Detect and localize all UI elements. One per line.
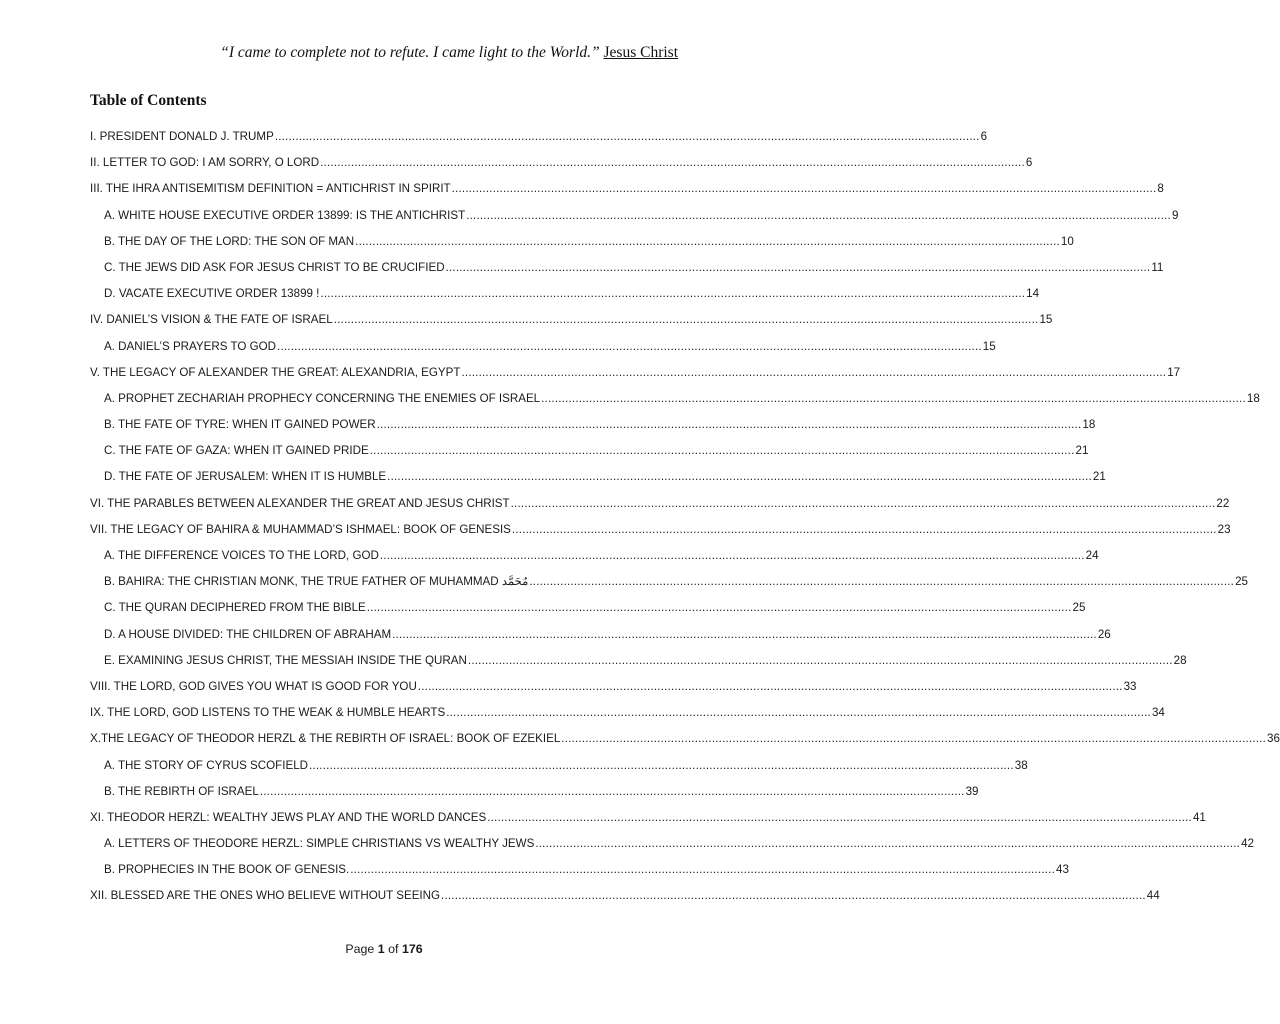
toc-entry[interactable] [90,887,1160,913]
toc-dot-leader [529,573,1234,591]
toc-entry-label: B. THE FATE OF TYRE: WHEN IT GAINED POWER [104,418,376,432]
toc-entry-label: I. PRESIDENT DONALD J. TRUMP [90,130,274,143]
toc-entry[interactable] [90,285,1040,311]
footer-current-page: 1 [377,942,385,956]
toc-entry-page-number: 26 [1097,627,1111,641]
toc-dot-leader [468,652,1173,670]
toc-entry[interactable] [90,259,1164,285]
toc-entry-label: B. THE DAY OF THE LORD: THE SON OF MAN [104,234,355,248]
toc-dot-leader [277,338,982,356]
toc-entry-page-number: 17 [1167,365,1181,379]
toc-entry-page-number: 43 [1056,863,1069,877]
toc-dot-leader [370,442,1075,460]
toc-dot-leader [275,128,980,146]
quote-author-link[interactable]: Jesus Christ [603,44,678,61]
toc-entry-label: B. PROPHECIES IN THE BOOK OF GENESIS. [104,863,350,877]
toc-dot-leader [392,626,1097,644]
toc-entry-page-number: 39 [965,784,979,798]
toc-entry-label: X.THE LEGACY OF THEODOR HERZL & THE REBIRTH OF ISRAEL: BOOK OF EZEKIEL [90,732,561,746]
toc-entry[interactable] [90,809,1206,835]
toc-entry-label: VI. THE PARABLES BETWEEN ALEXANDER THE GREAT AND JESUS CHRIST [90,496,510,510]
toc-entry-label: IV. DANIEL’S VISION & THE FATE OF ISRAEL [90,313,333,327]
toc-entry[interactable] [90,835,1254,861]
toc-entry-label: C. THE JEWS DID ASK FOR JESUS CHRIST TO BE CRUCIFIED [104,260,445,274]
toc-entry-page-number: 18 [1246,391,1260,405]
toc-entry-page-number: 8 [1157,182,1164,196]
toc-entry[interactable] [90,416,1096,442]
toc-entry-page-number: 23 [1217,522,1231,536]
toc-entry-label: D. THE FATE OF JERUSALEM: WHEN IT IS HUMBLE [104,470,387,484]
toc-entry-page-number: 38 [1014,758,1028,772]
toc-entry-page-number: 18 [1082,418,1096,432]
toc-entry[interactable] [90,128,988,154]
toc-entry-label: A. THE STORY OF CYRUS SCOFIELD [104,758,309,772]
toc-entry-label: A. PROPHET ZECHARIAH PROPHECY CONCERNING THE ENEMIES OF ISRAEL [104,391,541,405]
toc-entry-page-number: 41 [1192,810,1206,824]
toc-entry[interactable] [90,442,1089,468]
toc-entry[interactable] [90,311,1053,337]
toc-entry-page-number: 6 [980,130,988,143]
toc-entry-label: B. THE REBIRTH OF ISRAEL [104,784,259,798]
toc-entry[interactable] [90,495,1230,521]
toc-entry[interactable] [90,207,1179,233]
toc-entry[interactable] [90,521,1231,547]
header-quote [220,44,678,62]
toc-entry[interactable] [90,626,1111,652]
toc-list [90,128,1280,914]
toc-entry-label: A. WHITE HOUSE EXECUTIVE ORDER 13899: IS THE ANTICHRIST [104,208,466,222]
toc-dot-leader [466,207,1171,225]
toc-entry[interactable] [90,783,979,809]
footer-of-word: of [388,942,399,956]
toc-dot-leader [367,599,1072,617]
toc-dot-leader [461,364,1166,382]
toc-dot-leader [512,521,1217,539]
toc-entry-page-number: 24 [1085,549,1099,562]
toc-entry-page-number: 6 [1025,156,1033,170]
quote-text: “I came to complete not to refute. I came light to the World.” [220,44,600,61]
toc-entry[interactable] [90,861,1069,887]
toc-entry[interactable] [90,573,1249,599]
toc-dot-leader [320,154,1025,172]
toc-entry-page-number: 36 [1267,732,1280,746]
toc-dot-leader [377,416,1082,434]
toc-entry-label: II. LETTER TO GOD: I AM SORRY, O LORD [90,156,320,170]
toc-entry[interactable] [90,390,1260,416]
toc-dot-leader [452,180,1157,198]
toc-dot-leader [446,704,1151,722]
toc-dot-leader [511,495,1216,513]
toc-entry-label: XII. BLESSED ARE THE ONES WHO BELIEVE WITHOUT SEEING [90,889,441,903]
toc-entry-page-number: 15 [1039,313,1053,327]
footer-page-word: Page [345,942,375,956]
toc-entry-page-number: 25 [1072,601,1086,615]
toc-dot-leader [355,233,1060,251]
toc-dot-leader [334,311,1039,329]
toc-entry[interactable] [90,154,1033,180]
toc-title: Table of Contents [90,92,207,109]
toc-dot-leader [561,730,1266,748]
toc-entry-page-number: 22 [1216,496,1230,510]
toc-dot-leader [441,887,1146,905]
toc-entry-page-number: 10 [1060,234,1074,248]
toc-entry-page-number: 21 [1092,470,1106,484]
toc-entry-label: A. DANIEL’S PRAYERS TO GOD [104,339,277,353]
toc-entry-page-number: 28 [1173,653,1187,667]
toc-entry-label: XI. THEODOR HERZL: WEALTHY JEWS PLAY AND THE WORLD DANCES [90,810,487,824]
toc-entry-label: V. THE LEGACY OF ALEXANDER THE GREAT: ALEXANDRIA, EGYPT [90,365,461,379]
toc-dot-leader [320,285,1025,303]
toc-entry-label: C. THE QURAN DECIPHERED FROM THE BIBLE [104,601,366,615]
toc-entry-page-number: 34 [1151,706,1165,720]
toc-entry[interactable] [90,757,1028,783]
toc-entry[interactable] [90,730,1280,756]
toc-entry-page-number: 25 [1235,575,1249,589]
toc-entry[interactable] [90,678,1137,704]
toc-entry-label: A. THE DIFFERENCE VOICES TO THE LORD, GOD [104,549,379,562]
toc-entry-page-number: 11 [1151,260,1164,274]
toc-entry-label: D. VACATE EXECUTIVE ORDER 13899 ! [104,287,320,301]
toc-entry-label: B. BAHIRA: THE CHRISTIAN MONK, THE TRUE FATHER OF MUHAMMAD مُحَمَّد [104,575,529,589]
toc-dot-leader [260,783,965,801]
toc-dot-leader [309,757,1014,775]
toc-entry-page-number: 42 [1241,837,1254,851]
toc-dot-leader [387,468,1092,486]
page-footer [0,942,768,956]
toc-entry-label: C. THE FATE OF GAZA: WHEN IT GAINED PRIDE [104,444,369,458]
toc-entry-page-number: 33 [1123,679,1137,693]
toc-entry-label: IX. THE LORD, GOD LISTENS TO THE WEAK & HUMBLE HEARTS [90,706,446,720]
toc-entry-label: E. EXAMINING JESUS CHRIST, THE MESSIAH INSIDE THE QURAN [104,653,467,667]
toc-dot-leader [541,390,1246,408]
toc-entry[interactable] [90,468,1106,494]
toc-entry-page-number: 21 [1075,444,1089,458]
toc-entry-page-number: 9 [1171,208,1179,222]
toc-entry-label: III. THE IHRA ANTISEMITISM DEFINITION = ANTICHRIST IN SPIRIT [90,182,451,196]
toc-entry-page-number: 44 [1146,889,1160,903]
toc-entry-label: A. LETTERS OF THEODORE HERZL: SIMPLE CHRISTIANS VS WEALTHY JEWS [104,837,535,851]
toc-dot-leader [487,809,1192,827]
toc-dot-leader [350,861,1055,879]
toc-entry[interactable] [90,364,1181,390]
toc-entry[interactable] [90,180,1164,206]
toc-dot-leader [535,835,1240,853]
toc-entry[interactable] [90,547,1099,573]
toc-entry-label: VII. THE LEGACY OF BAHIRA & MUHAMMAD’S ISHMAEL: BOOK OF GENESIS [90,522,511,536]
toc-entry[interactable] [90,338,996,364]
toc-entry-page-number: 14 [1026,287,1040,301]
toc-dot-leader [446,259,1151,277]
toc-entry-label: D. A HOUSE DIVIDED: THE CHILDREN OF ABRAHAM [104,627,392,641]
toc-dot-leader [380,547,1085,565]
toc-entry[interactable] [90,233,1074,259]
toc-entry[interactable] [90,599,1086,625]
toc-dot-leader [418,678,1123,696]
toc-entry[interactable] [90,704,1165,730]
toc-entry-page-number: 15 [982,339,996,353]
toc-entry-label: VIII. THE LORD, GOD GIVES YOU WHAT IS GOOD FOR YOU [90,679,417,693]
toc-entry[interactable] [90,652,1187,678]
footer-total-pages: 176 [401,942,423,956]
